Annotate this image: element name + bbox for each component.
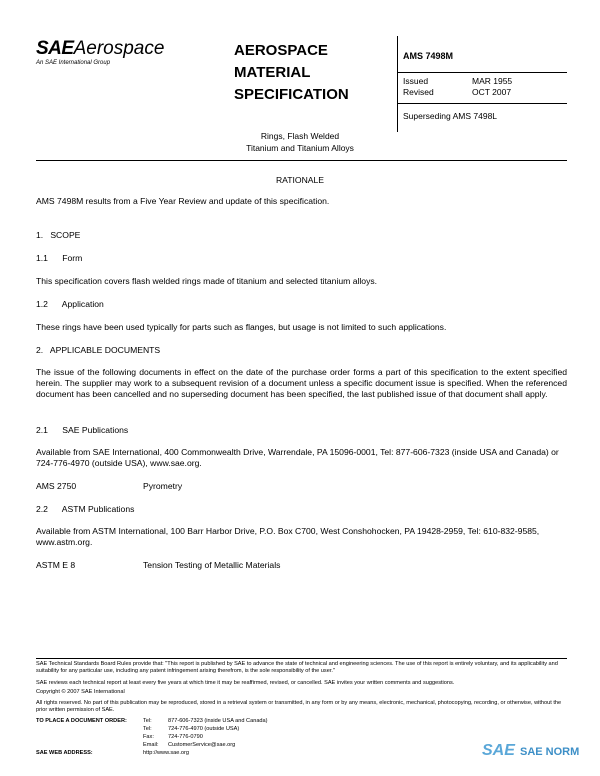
- doc-title-line-2: Titanium and Titanium Alloys: [246, 143, 354, 153]
- section-2-2-heading: 2.2 ASTM Publications: [36, 504, 135, 514]
- logo-tagline: An SAE International Group: [36, 60, 111, 66]
- doc-title-line-1: Rings, Flash Welded: [260, 131, 340, 141]
- section-1-1-heading: 1.1 Form: [36, 253, 83, 263]
- header-divider-bottom: [397, 103, 567, 104]
- email-value[interactable]: CustomerService@sae.org: [168, 742, 236, 748]
- section-1-1-text: This specification covers flash welded rings made of titanium and selected titanium alloys.: [36, 276, 378, 286]
- section-2-1-heading: 2.1 SAE Publications: [36, 425, 129, 435]
- footer-copyright: Copyright © 2007 SAE International: [36, 689, 125, 695]
- logo-brand: SAE: [36, 38, 74, 59]
- ref-astm-e8-title: Tension Testing of Metallic Materials: [143, 560, 281, 570]
- fax-value: 724-776-0790: [168, 734, 203, 740]
- rationale-text: AMS 7498M results from a Five Year Review and update of this specification.: [36, 196, 330, 206]
- ref-ams-2750-title: Pyrometry: [143, 481, 183, 491]
- ref-ams-2750-code: AMS 2750: [36, 481, 77, 491]
- email-label: Email:: [143, 742, 159, 748]
- watermark-name: SAE NORM: [520, 746, 580, 758]
- ref-astm-e8-code: ASTM E 8: [36, 560, 76, 570]
- superseding-note: Superseding AMS 7498L: [403, 111, 498, 121]
- spec-title-block: [234, 40, 349, 106]
- tel2-value: 724-776-4970 (outside USA): [168, 726, 240, 732]
- order-label: TO PLACE A DOCUMENT ORDER:: [36, 718, 127, 724]
- watermark-brand: SAE: [482, 742, 515, 759]
- section-1-2-text: These rings have been used typically for parts such as flanges, but usage is not limited to such applications.: [36, 322, 447, 332]
- fax-label: Fax:: [143, 734, 154, 740]
- sae-norm-watermark: [482, 740, 580, 768]
- sae-aerospace-logo: [36, 38, 164, 60]
- web-value[interactable]: http://www.sae.org: [143, 750, 190, 756]
- footer-separator: [36, 658, 567, 659]
- tel-label: Tel:: [143, 718, 152, 724]
- section-1-heading: 1. SCOPE: [36, 230, 81, 240]
- issued-label: Issued: [403, 76, 429, 86]
- issued-value: MAR 1955: [472, 76, 513, 86]
- title-separator: [36, 160, 567, 161]
- web-label: SAE WEB ADDRESS:: [36, 750, 93, 756]
- logo-name: Aerospace: [73, 38, 165, 59]
- footer-review: SAE reviews each technical report at least every five years at which time it may be reaffirmed, revised, or cancelled. SAE invites your written comments and suggestions.: [36, 680, 455, 686]
- header-divider-vertical: [397, 36, 398, 132]
- footer-policy: SAE Technical Standards Board Rules provide that: "This report is published by SAE to advance the state of technical and engineering sciences. The use of this report is entirely voluntary, and its applicability and suitability for any particular use, including any patent infringement arising therefrom, is the sole responsibility of the user.": [36, 661, 558, 674]
- title-line-3: SPECIFICATION: [234, 86, 349, 103]
- tel-value: 877-606-7323 (inside USA and Canada): [168, 718, 268, 724]
- section-1-2-heading: 1.2 Application: [36, 299, 104, 309]
- revised-label: Revised: [403, 87, 434, 97]
- title-line-2: MATERIAL: [234, 64, 311, 81]
- section-2-heading: 2. APPLICABLE DOCUMENTS: [36, 345, 161, 355]
- section-2-2-text: Available from ASTM International, 100 Barr Harbor Drive, P.O. Box C700, West Conshohocken, PA 19428-2959, Tel: 610-832-9585, www.astm.org.: [36, 526, 540, 547]
- section-2-1-text: Available from SAE International, 400 Commonwealth Drive, Warrendale, PA 15096-0001, Tel: 877-606-7323 (inside USA and Canada) or 724-776-4970 (outside USA), www.sae.org.: [36, 447, 559, 468]
- revised-value: OCT 2007: [472, 87, 512, 97]
- doc-number: AMS 7498M: [403, 51, 454, 61]
- footer-rights: All rights reserved. No part of this publication may be reproduced, stored in a retrieval system or transmitted, in any form or by any means, electronic, mechanical, photocopying, recording, or otherwise, without the prior written permission of SAE.: [36, 700, 562, 713]
- section-2-text: The issue of the following documents in effect on the date of the purchase order forms a part of this specification to the extent specified herein. The supplier may work to a subsequent revision of a document unless a specific document issue is specified. When the referenced document has been cancelled and no superseding document has been specified, the last published issue of that document shall apply.: [36, 367, 567, 399]
- title-line-1: AEROSPACE: [234, 42, 328, 59]
- rationale-heading: RATIONALE: [275, 175, 325, 185]
- tel2-label: Tel:: [143, 726, 152, 732]
- header-divider-top: [397, 72, 567, 73]
